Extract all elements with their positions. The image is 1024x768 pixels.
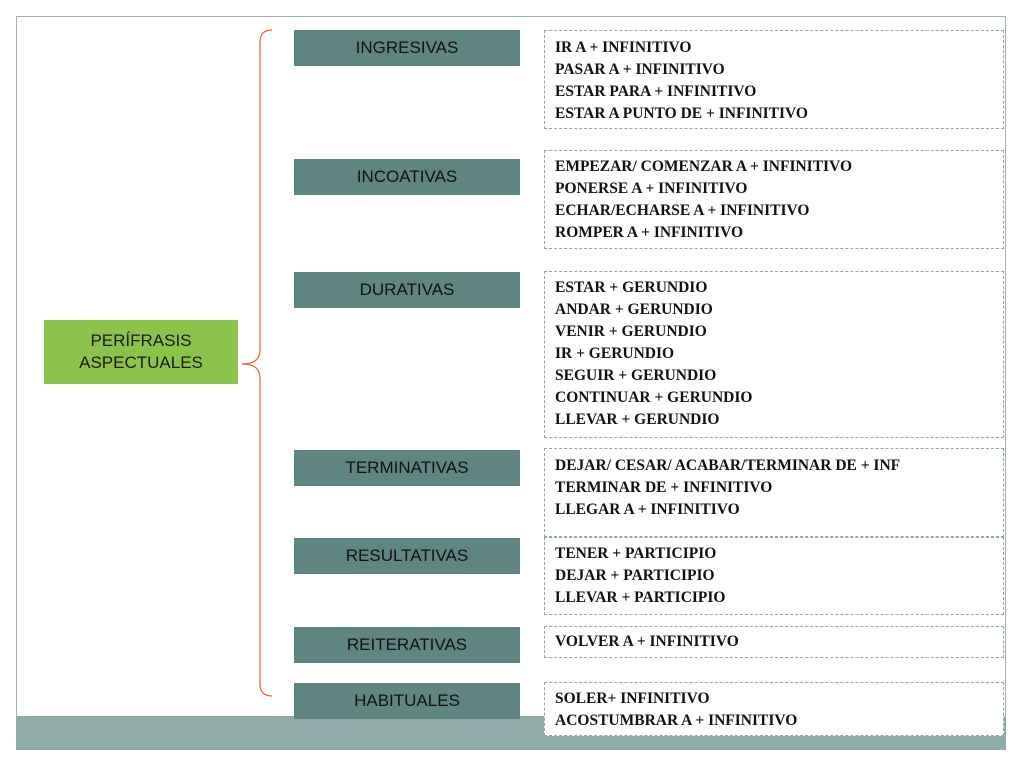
list-item: TERMINAR DE + INFINITIVO bbox=[555, 479, 773, 496]
list-habituales bbox=[544, 682, 1004, 736]
category-label: RESULTATIVAS bbox=[345, 546, 469, 565]
list-item: PONERSE A + INFINITIVO bbox=[555, 180, 748, 197]
list-item: SOLER+ INFINITIVO bbox=[555, 690, 710, 707]
list-item: ESTAR A PUNTO DE + INFINITIVO bbox=[555, 105, 808, 122]
list-terminativas bbox=[544, 448, 1004, 537]
list-item: EMPEZAR/ COMENZAR A + INFINITIVO bbox=[555, 158, 853, 175]
category-label: INCOATIVAS bbox=[356, 167, 458, 186]
category-label: REITERATIVAS bbox=[346, 635, 468, 654]
list-item: ESTAR + GERUNDIO bbox=[555, 279, 708, 296]
category-label: TERMINATIVAS bbox=[345, 458, 469, 477]
category-reiterativas bbox=[294, 627, 520, 663]
category-resultativas bbox=[294, 538, 520, 574]
list-item: ECHAR/ECHARSE A + INFINITIVO bbox=[555, 202, 810, 219]
root-node-perifrasis-aspectuales bbox=[44, 320, 238, 384]
list-durativas bbox=[544, 271, 1004, 438]
category-label: INGRESIVAS bbox=[355, 38, 459, 57]
list-item: ACOSTUMBRAR A + INFINITIVO bbox=[555, 712, 798, 729]
list-item: PASAR A + INFINITIVO bbox=[555, 61, 725, 78]
category-durativas bbox=[294, 272, 520, 308]
list-item: TENER + PARTICIPIO bbox=[555, 545, 717, 562]
category-terminativas bbox=[294, 450, 520, 486]
grouping-brace bbox=[238, 20, 278, 700]
list-item: IR A + INFINITIVO bbox=[555, 39, 692, 56]
list-item: ROMPER A + INFINITIVO bbox=[555, 224, 744, 241]
list-item: ESTAR PARA + INFINITIVO bbox=[555, 83, 757, 100]
list-incoativas bbox=[544, 150, 1004, 249]
list-ingresivas bbox=[544, 30, 1004, 129]
list-item: VENIR + GERUNDIO bbox=[555, 323, 707, 340]
root-label-line2: ASPECTUALES bbox=[79, 353, 203, 372]
list-item: IR + GERUNDIO bbox=[555, 345, 675, 362]
list-item: LLEVAR + PARTICIPIO bbox=[555, 589, 726, 606]
list-item: SEGUIR + GERUNDIO bbox=[555, 367, 717, 384]
category-label: DURATIVAS bbox=[359, 280, 455, 299]
list-reiterativas bbox=[544, 626, 1004, 658]
category-ingresivas bbox=[294, 30, 520, 66]
category-habituales bbox=[294, 683, 520, 719]
category-incoativas bbox=[294, 159, 520, 195]
list-item: LLEVAR + GERUNDIO bbox=[555, 411, 720, 428]
list-item: ANDAR + GERUNDIO bbox=[555, 301, 713, 318]
list-item: LLEGAR A + INFINITIVO bbox=[555, 501, 740, 518]
list-item: CONTINUAR + GERUNDIO bbox=[555, 389, 753, 406]
category-label: HABITUALES bbox=[354, 691, 460, 710]
list-resultativas bbox=[544, 537, 1004, 615]
list-item: DEJAR + PARTICIPIO bbox=[555, 567, 715, 584]
list-item: DEJAR/ CESAR/ ACABAR/TERMINAR DE + INF bbox=[555, 457, 901, 474]
root-label-line1: PERÍFRASIS bbox=[90, 331, 192, 350]
list-item: VOLVER A + INFINITIVO bbox=[555, 633, 739, 650]
